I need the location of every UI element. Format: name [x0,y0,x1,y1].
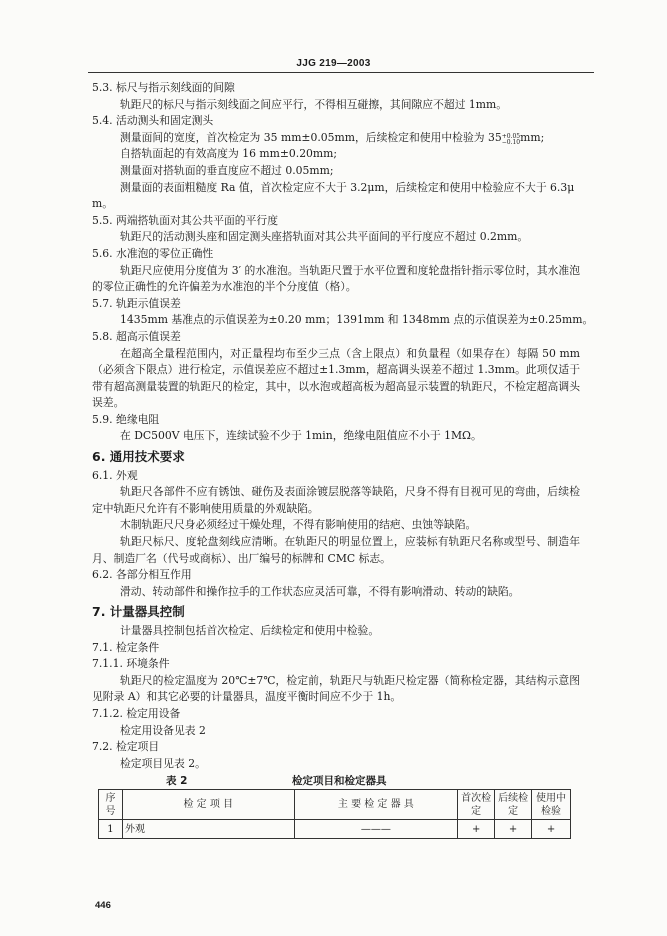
section-7-2-text: 检定项目见表 2。 [120,756,206,770]
cell-subsequent: + [495,820,532,839]
section-6-1-title: 6.1. 外观 [92,468,138,482]
table-caption [92,773,580,789]
section-6-2-title: 6.2. 各部分相互作用 [92,568,192,582]
section-5-5-text: 轨距尺的活动测头座和固定测头座搭轨面对其公共平面间的平行度应不超过 0.2mm。 [120,230,529,244]
section-5-8-title: 5.8. 超高示值误差 [92,329,181,343]
section-5-4-line: 测量面对搭轨面的垂直度应不超过 0.05mm; [120,163,334,177]
width-spec-text: 测量面间的宽度，首次检定为 35 mm±0.05mm，后续检定和使用中检验为 35 [120,130,502,144]
running-header: JJG 219—2003 [296,58,371,69]
tolerance-stack [502,134,520,146]
section-6-1-para-3: 轨距尺标尺、度轮盘刻线应清晰。在轨距尺的明显位置上，应装标有轨距尺名称或型号、制造年月、制造厂名（代号或商标）、出厂编号的标牌和 CMC 标志。 [92,535,580,565]
inspection-items-table [98,789,571,839]
section-5-4-line: m。 [92,197,114,211]
section-5-7-title: 5.7. 轨距示值误差 [92,296,181,310]
chapter-7-intro: 计量器具控制包括首次检定、后续检定和使用中检验。 [120,624,380,637]
cell-first: + [458,820,495,839]
section-6-1-para-2: 木制轨距尺尺身必须经过干燥处理，不得有影响使用的结疤、虫蚀等缺陷。 [120,518,477,532]
section-7-1-2-text: 检定用设备见表 2 [120,723,206,737]
header-item: 检 定 项 目 [122,790,294,820]
cell-item: 外观 [122,820,294,839]
section-7-1-1-text: 轨距尺的检定温度为 20℃±7℃，检定前，轨距尺与轨距尺检定器（简称检定器，其结构示意图见附录 A）和其它必要的计量器具，温度平衡时间应不少于 1h。 [92,673,580,704]
page-number: 446 [95,900,111,911]
table-title: 检定项目和检定器具 [292,775,387,788]
cell-in-use: + [532,820,571,839]
section-5-4-line: 测量面的表面粗糙度 Ra 值，首次检定应不大于 3.2μm，后续检定和使用中检验应不大于 6.3μ [120,180,575,194]
table-header-row [99,790,571,820]
section-5-7-text: 1435mm 基准点的示值误差为±0.20 mm；1391mm 和 1348mm 点的示值误差为±0.25mm。 [120,313,594,327]
section-5-8-text: 在超高全量程范围内，对正量程均布至少三点（含上限点）和负量程（如果存在）每隔 50 mm（必须含下限点）进行检定，示值误差应不超过±1.3mm，超高调头误差不超过 1.3mm。此项仅适于带有超高测量装置的轨距尺的检定，其中，以水泡或超高板为超高显示装置的轨距尺，不检定超高调头误差。 [92,346,580,410]
chapter-6-heading: 6. 通用技术要求 [92,449,185,465]
header-rule [88,72,594,73]
header-equipment: 主 要 检 定 器 具 [294,790,458,820]
section-5-3-title: 5.3. 标尺与指示刻线面的间隙 [92,81,235,94]
section-5-4-title: 5.4. 活动测头和固定测头 [92,114,214,128]
header-subsequent-verification: 后续检定 [495,790,532,820]
header-first-verification: 首次检定 [458,790,495,820]
section-5-3-text: 轨距尺的标尺与指示刻线面之间应平行，不得相互碰擦，其间隙应不超过 1mm。 [120,97,508,111]
section-5-9-title: 5.9. 绝缘电阻 [92,412,160,426]
table-row [99,820,571,839]
width-spec-unit: mm; [520,130,545,144]
section-5-6-text: 轨距尺应使用分度值为 3′ 的水准泡。当轨距尺置于水平位置和度轮盘指针指示零位时，其水准泡的零位正确性的允许偏差为水准泡的半个分度值（格）。 [92,263,580,294]
document-body [92,80,594,839]
tolerance-lower: −0.10 [501,138,521,146]
section-7-1-title: 7.1. 检定条件 [92,640,160,654]
section-5-4-line [92,130,580,147]
tolerance-upper: +0.05 [501,132,521,140]
section-6-2-text: 滑动、转动部件和操作拉手的工作状态应灵活可靠，不得有影响滑动、转动的缺陷。 [120,584,520,598]
cell-equipment: ——— [294,820,458,839]
section-5-4-line: 自搭轨面起的有效高度为 16 mm±0.20mm; [120,147,338,161]
section-7-1-2-title: 7.1.2. 检定用设备 [92,706,181,720]
chapter-7-heading: 7. 计量器具控制 [92,604,185,620]
section-6-1-para-1: 轨距尺各部件不应有锈蚀、碰伤及表面涂镀层脱落等缺陷，尺身不得有目视可见的弯曲，后续检定中轨距尺允许有不影响使用质量的外观缺陷。 [92,485,580,515]
section-5-9-text: 在 DC500V 电压下，连续试验不少于 1min，绝缘电阻值应不小于 1MΩ。 [120,429,482,443]
section-7-2-title: 7.2. 检定项目 [92,740,160,754]
section-7-1-1-title: 7.1.1. 环境条件 [92,657,170,671]
section-5-5-title: 5.5. 两端搭轨面对其公共平面的平行度 [92,213,278,227]
table-number: 表 2 [166,775,188,788]
header-in-use-inspection: 使用中检验 [532,790,571,820]
header-seq: 序号 [99,790,123,820]
cell-seq: 1 [99,820,123,839]
section-5-6-title: 5.6. 水准泡的零位正确性 [92,246,214,260]
